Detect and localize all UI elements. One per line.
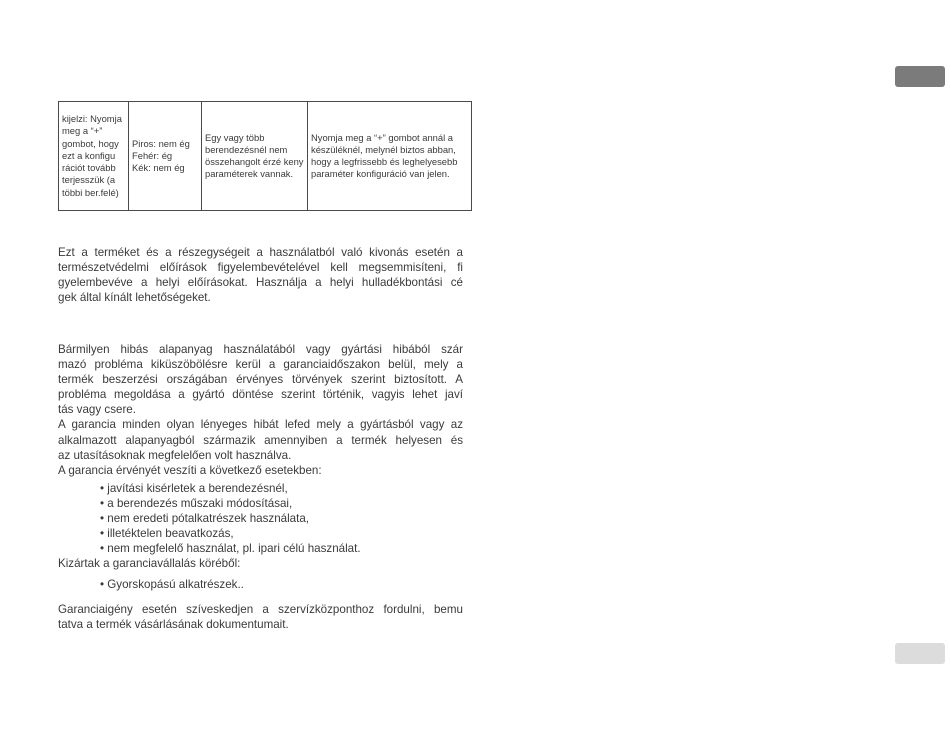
text-line: Ezt a terméket és a részegységeit a használatból való kivonás esetén a [58, 246, 463, 259]
table-cell-solution: Nyomja meg a “+” gombot annál a készüléknél, melynél biztos abban, hogy a legfrissebb és leghelyesebb paraméter konfiguráció van jelen. [308, 102, 472, 211]
list-item: • nem megfelelő használat, pl. ipari célú használat. [100, 542, 361, 556]
list-item: • Gyorskopású alkatrészek.. [100, 578, 244, 592]
table-cell-led-status: Piros: nem ég Fehér: ég Kék: nem ég [129, 102, 202, 211]
text-line: A garancia minden olyan lényeges hibát lefed mely a gyártásból vagy az [58, 418, 463, 432]
text-line: mazó probléma kiküszöbölésre kerül a garanciaidőszakon belül, mely a [58, 358, 463, 372]
text-line: Garanciaigény esetén szíveskedjen a szervízközponthoz fordulni, bemu [58, 602, 463, 616]
excluded-list [58, 577, 463, 592]
warranty-section [58, 342, 463, 632]
status-table [58, 101, 472, 211]
list-item: • javítási kisérletek a berendezésnél, [100, 481, 288, 495]
list-item: • nem eredeti pótalkatrészek használata, [100, 512, 309, 526]
text-line: gek által kínált lehetőségeket. [58, 291, 211, 305]
table-cell-action-hint: kijelzi: Nyomja meg a “+” gombot, hogy ezt a konfigu rációt tovább terjesszük (a többi ber.felé) [59, 102, 129, 211]
text-line: termék beszerzési országában érvényes törvények szerint biztosított. A [58, 373, 463, 387]
text-line: tatva a termék vásárlásának dokumentumait. [58, 617, 289, 631]
list-item: • a berendezés műszaki módosításai, [100, 496, 293, 510]
list-item: • illetéktelen beavatkozás, [100, 527, 234, 541]
text-line: gyelembevéve a helyi előírásokat. Használja a helyi hulladékbontási cé [58, 276, 463, 290]
text-line: probléma megoldása a gyártó döntése szerint történik, vagyis lehet javí [58, 388, 463, 402]
void-intro: A garancia érvényét veszíti a következő esetekben: [58, 463, 322, 477]
text-line: alkalmazott alapanyagból származik amennyiben a termék helyesen és [58, 433, 463, 447]
page-tab-marker [895, 643, 945, 664]
table-cell-cause: Egy vagy több berendezésnél nem összehangolt érzé keny paraméterek vannak. [202, 102, 308, 211]
void-list [58, 481, 463, 556]
text-line: természetvédelmi előírások figyelembevételével kell megsemmisíteni, fi [58, 261, 463, 275]
text-line: tás vagy csere. [58, 403, 136, 417]
text-line: az utasításoknak megfelelően volt használva. [58, 448, 292, 462]
table-row [59, 102, 472, 211]
section-tab-marker [895, 66, 945, 87]
disposal-paragraph [58, 245, 463, 305]
excluded-intro: Kizártak a garanciavállalás köréből: [58, 557, 241, 571]
text-line: Bármilyen hibás alapanyag használatából vagy gyártási hibából szár [58, 343, 463, 356]
